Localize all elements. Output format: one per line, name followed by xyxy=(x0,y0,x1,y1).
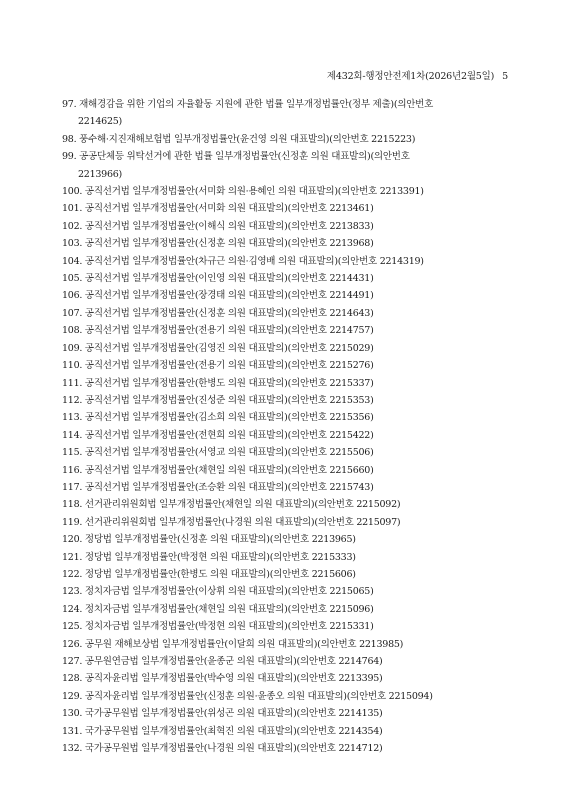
agenda-item-text: 101. 공직선거법 일부개정법률안(서미화 의원 대표발의)(의안번호 2213461) xyxy=(62,203,374,215)
agenda-item xyxy=(62,618,510,635)
agenda-item-text: 122. 정당법 일부개정법률안(한병도 의원 대표발의)(의안번호 2215606) xyxy=(62,568,356,580)
agenda-item xyxy=(62,409,510,426)
agenda-item-text: 115. 공직선거법 일부개정법률안(서영교 의원 대표발의)(의안번호 2215506) xyxy=(62,447,374,459)
agenda-item xyxy=(62,462,510,479)
agenda-item-text: 116. 공직선거법 일부개정법률안(채현일 의원 대표발의)(의안번호 2215660) xyxy=(62,464,374,476)
agenda-item-continuation: 2214625) xyxy=(78,116,123,128)
agenda-item xyxy=(62,340,510,357)
agenda-item xyxy=(62,601,510,618)
agenda-item xyxy=(62,270,510,287)
agenda-item-text: 121. 정당법 일부개정법률안(박정현 의원 대표발의)(의안번호 2215333) xyxy=(62,551,356,563)
agenda-item xyxy=(62,218,510,235)
agenda-item-text: 130. 국가공무원법 일부개정법률안(위성곤 의원 대표발의)(의안번호 2214135) xyxy=(62,708,383,720)
page-header xyxy=(327,68,508,82)
agenda-item xyxy=(62,496,510,513)
agenda-item xyxy=(62,287,510,304)
agenda-item xyxy=(62,131,510,148)
agenda-item xyxy=(62,253,510,270)
agenda-item xyxy=(62,723,510,740)
agenda-item xyxy=(62,636,510,653)
page-number: 5 xyxy=(502,71,508,82)
agenda-item xyxy=(62,670,510,687)
agenda-item-text: 124. 정치자금법 일부개정법률안(채현일 의원 대표발의)(의안번호 2215096) xyxy=(62,603,374,615)
agenda-item-text: 97. 재해경감을 위한 기업의 자율활동 지원에 관한 법률 일부개정법률안(정부 제출)(의안번호 xyxy=(62,99,434,110)
agenda-item-text: 98. 풍수해·지진재해보험법 일부개정법률안(윤건영 의원 대표발의)(의안번호 2215223) xyxy=(62,133,416,145)
agenda-item xyxy=(62,357,510,374)
agenda-item-text: 112. 공직선거법 일부개정법률안(진성준 의원 대표발의)(의안번호 2215353) xyxy=(62,394,374,406)
agenda-item-text: 102. 공직선거법 일부개정법률안(이해식 의원 대표발의)(의안번호 2213833) xyxy=(62,220,374,232)
agenda-item xyxy=(62,740,510,757)
agenda-item xyxy=(62,392,510,409)
agenda-item-text: 104. 공직선거법 일부개정법률안(차규근 의원·김영배 의원 대표발의)(의안번호 2214319) xyxy=(62,255,424,267)
agenda-item xyxy=(62,235,510,252)
agenda-item xyxy=(62,96,510,131)
agenda-item xyxy=(62,200,510,217)
agenda-item xyxy=(62,148,510,183)
agenda-item-text: 110. 공직선거법 일부개정법률안(전용기 의원 대표발의)(의안번호 2215276) xyxy=(62,360,374,372)
agenda-item-text: 117. 공직선거법 일부개정법률안(조승환 의원 대표발의)(의안번호 2215743) xyxy=(62,481,374,493)
agenda-item-text: 107. 공직선거법 일부개정법률안(신정훈 의원 대표발의)(의안번호 2214643) xyxy=(62,307,374,319)
agenda-item xyxy=(62,566,510,583)
agenda-item-text: 123. 정치자금법 일부개정법률안(이상휘 의원 대표발의)(의안번호 2215065) xyxy=(62,586,374,598)
agenda-item-text: 106. 공직선거법 일부개정법률안(장경태 의원 대표발의)(의안번호 2214491) xyxy=(62,290,374,302)
agenda-item xyxy=(62,549,510,566)
agenda-item-text: 109. 공직선거법 일부개정법률안(김영진 의원 대표발의)(의안번호 2215029) xyxy=(62,342,374,354)
agenda-item-text: 108. 공직선거법 일부개정법률안(전용기 의원 대표발의)(의안번호 2214757) xyxy=(62,325,374,337)
agenda-item-text: 103. 공직선거법 일부개정법률안(신정훈 의원 대표발의)(의안번호 2213968) xyxy=(62,238,374,250)
agenda-item xyxy=(62,305,510,322)
agenda-item-text: 129. 공직자윤리법 일부개정법률안(신정훈 의원·윤종오 의원 대표발의)(의안번호 2215094) xyxy=(62,690,433,702)
agenda-item xyxy=(62,583,510,600)
agenda-item-text: 99. 공공단체등 위탁선거에 관한 법률 일부개정법률안(신정훈 의원 대표발의)(의안번호 xyxy=(62,151,410,163)
agenda-item-text: 118. 선거관리위원회법 일부개정법률안(채현일 의원 대표발의)(의안번호 2215092) xyxy=(62,499,401,511)
agenda-item xyxy=(62,322,510,339)
agenda-item-text: 105. 공직선거법 일부개정법률안(이인영 의원 대표발의)(의안번호 2214431) xyxy=(62,273,374,285)
agenda-item xyxy=(62,444,510,461)
agenda-item xyxy=(62,183,510,200)
agenda-item-text: 128. 공직자윤리법 일부개정법률안(박수영 의원 대표발의)(의안번호 2213395) xyxy=(62,673,383,685)
agenda-item xyxy=(62,705,510,722)
agenda-item xyxy=(62,479,510,496)
agenda-item-text: 100. 공직선거법 일부개정법률안(서미화 의원·용혜인 의원 대표발의)(의안번호 2213391) xyxy=(62,186,424,198)
agenda-item xyxy=(62,688,510,705)
agenda-item-text: 131. 국가공무원법 일부개정법률안(최혁진 의원 대표발의)(의안번호 2214354) xyxy=(62,725,383,737)
agenda-item xyxy=(62,427,510,444)
agenda-item-text: 114. 공직선거법 일부개정법률안(전현희 의원 대표발의)(의안번호 2215422) xyxy=(62,429,374,441)
agenda-item-text: 119. 선거관리위원회법 일부개정법률안(나경원 의원 대표발의)(의안번호 2215097) xyxy=(62,516,401,528)
agenda-item xyxy=(62,375,510,392)
agenda-item-text: 120. 정당법 일부개정법률안(신정훈 의원 대표발의)(의안번호 2213965) xyxy=(62,534,356,546)
agenda-item xyxy=(62,653,510,670)
agenda-item-text: 126. 공무원 재해보상법 일부개정법률안(이달희 의원 대표발의)(의안번호 2213985) xyxy=(62,638,404,650)
session-label: 제432회-행정안전제1차(2026년2월5일) xyxy=(326,71,495,82)
agenda-item-text: 127. 공무원연금법 일부개정법률안(윤종군 의원 대표발의)(의안번호 2214764) xyxy=(62,656,383,667)
agenda-item-text: 132. 국가공무원법 일부개정법률안(나경원 의원 대표발의)(의안번호 2214712) xyxy=(62,743,383,755)
agenda-item-text: 111. 공직선거법 일부개정법률안(한병도 의원 대표발의)(의안번호 2215337) xyxy=(62,377,374,389)
agenda-item-text: 113. 공직선거법 일부개정법률안(김소희 의원 대표발의)(의안번호 2215356) xyxy=(62,412,374,424)
agenda-item-continuation: 2213966) xyxy=(78,168,123,180)
agenda-item xyxy=(62,531,510,548)
agenda-item xyxy=(62,514,510,531)
agenda-item-list xyxy=(62,96,510,757)
agenda-item-text: 125. 정치자금법 일부개정법률안(박정현 의원 대표발의)(의안번호 2215331) xyxy=(62,621,374,633)
